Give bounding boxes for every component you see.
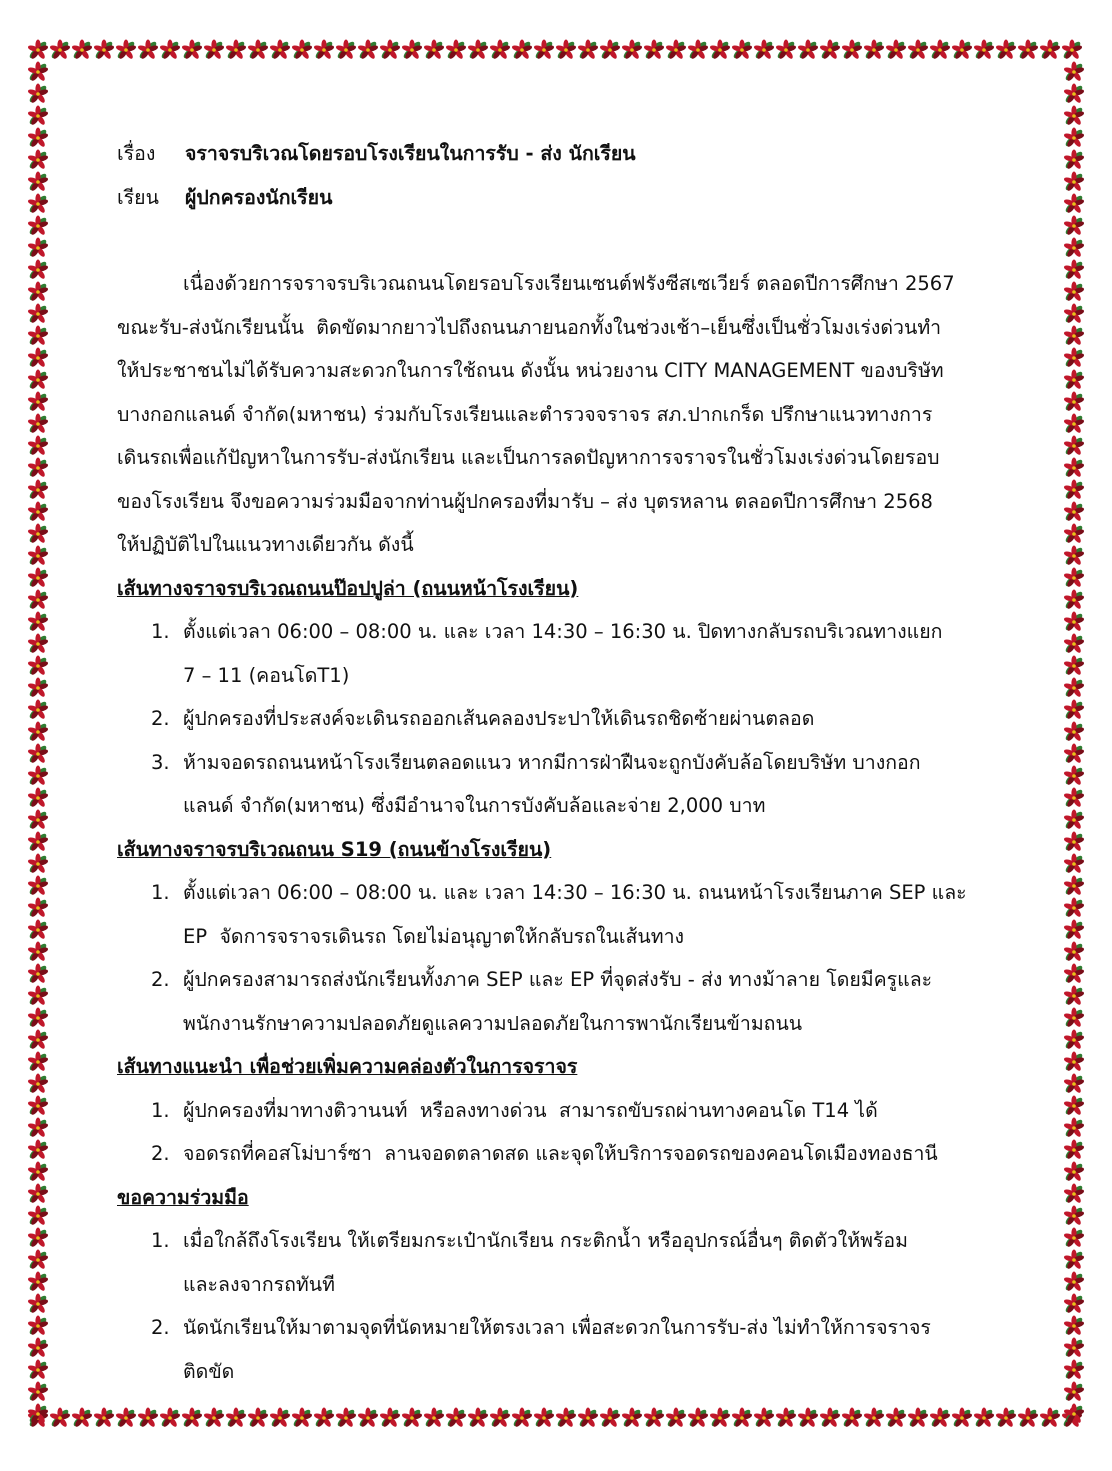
poinsettia-icon bbox=[929, 1408, 951, 1429]
poinsettia-icon bbox=[115, 40, 137, 61]
poinsettia-icon bbox=[291, 1408, 313, 1429]
section-title: เส้นทางจราจรบริเวณถนนป๊อปปูล่า (ถนนหน้าโรงเรียน) bbox=[117, 576, 579, 600]
poinsettia-icon bbox=[335, 40, 357, 61]
poinsettia-icon bbox=[269, 40, 291, 61]
poinsettia-icon bbox=[423, 40, 445, 61]
poinsettia-icon bbox=[1063, 150, 1085, 171]
poinsettia-icon bbox=[27, 1118, 49, 1139]
poinsettia-icon bbox=[27, 1250, 49, 1271]
poinsettia-icon bbox=[1063, 700, 1085, 721]
poinsettia-icon bbox=[27, 700, 49, 721]
poinsettia-icon bbox=[27, 1030, 49, 1051]
poinsettia-icon bbox=[27, 612, 49, 633]
poinsettia-icon bbox=[401, 1408, 423, 1429]
subject-label: เรื่อง bbox=[117, 142, 156, 165]
poinsettia-icon bbox=[1063, 1316, 1085, 1337]
poinsettia-icon bbox=[1063, 656, 1085, 677]
poinsettia-icon bbox=[159, 1408, 181, 1429]
poinsettia-icon bbox=[27, 986, 49, 1007]
poinsettia-icon bbox=[1063, 568, 1085, 589]
item-line: แลนด์ จำกัด(มหาชน) ซึ่งมีอำนาจในการบังคับล้อและจ่าย 2,000 บาท bbox=[183, 794, 766, 817]
section-list bbox=[117, 871, 997, 1045]
poinsettia-icon bbox=[753, 40, 775, 61]
poinsettia-icon bbox=[995, 1408, 1017, 1429]
section-title: เส้นทางแนะนำ เพื่อช่วยเพิ่มความคล่องตัวในการจราจร bbox=[117, 1055, 578, 1078]
list-item bbox=[117, 1219, 997, 1306]
poinsettia-icon bbox=[27, 480, 49, 501]
poinsettia-icon bbox=[907, 1408, 929, 1429]
poinsettia-icon bbox=[27, 370, 49, 391]
poinsettia-icon bbox=[1063, 260, 1085, 281]
poinsettia-icon bbox=[27, 832, 49, 853]
poinsettia-icon bbox=[687, 40, 709, 61]
poinsettia-icon bbox=[1063, 62, 1085, 83]
poinsettia-icon bbox=[49, 40, 71, 61]
item-number: 2. bbox=[151, 968, 170, 991]
poinsettia-icon bbox=[27, 1272, 49, 1293]
poinsettia-icon bbox=[1017, 1408, 1039, 1429]
poinsettia-icon bbox=[1063, 524, 1085, 545]
item-number: 2. bbox=[151, 1142, 170, 1165]
poinsettia-icon bbox=[1063, 1360, 1085, 1381]
poinsettia-icon bbox=[643, 40, 665, 61]
poinsettia-icon bbox=[1063, 854, 1085, 875]
poinsettia-icon bbox=[27, 436, 49, 457]
poinsettia-icon bbox=[27, 1008, 49, 1029]
poinsettia-icon bbox=[1063, 348, 1085, 369]
poinsettia-icon bbox=[27, 1052, 49, 1073]
poinsettia-icon bbox=[731, 1408, 753, 1429]
poinsettia-icon bbox=[225, 1408, 247, 1429]
poinsettia-icon bbox=[27, 1360, 49, 1381]
item-number: 1. bbox=[151, 881, 170, 904]
item-number: 1. bbox=[151, 620, 170, 643]
item-line: 7 – 11 (คอนโดT1) bbox=[183, 663, 350, 687]
poinsettia-icon bbox=[137, 1408, 159, 1429]
poinsettia-icon bbox=[445, 1408, 467, 1429]
poinsettia-icon bbox=[27, 106, 49, 127]
poinsettia-icon bbox=[753, 1408, 775, 1429]
poinsettia-icon bbox=[467, 40, 489, 61]
poinsettia-icon bbox=[797, 40, 819, 61]
intro-line: ของโรงเรียน จึงขอความร่วมมือจากท่านผู้ปกครองที่มารับ – ส่ง บุตรหลาน ตลอดปีการศึกษา 2568 bbox=[117, 489, 933, 513]
poinsettia-icon bbox=[621, 1408, 643, 1429]
poinsettia-icon bbox=[577, 1408, 599, 1429]
item-line: ผู้ปกครองสามารถส่งนักเรียนทั้งภาค SEP และ EP ที่จุดส่งรับ - ส่ง ทางม้าลาย โดยมีครูและ bbox=[183, 968, 933, 991]
poinsettia-icon bbox=[1063, 172, 1085, 193]
section bbox=[117, 1045, 997, 1176]
poinsettia-icon bbox=[1063, 678, 1085, 699]
list-item bbox=[117, 697, 997, 741]
poinsettia-icon bbox=[467, 1408, 489, 1429]
poinsettia-icon bbox=[1063, 216, 1085, 237]
poinsettia-icon bbox=[27, 1228, 49, 1249]
section bbox=[117, 567, 997, 828]
poinsettia-icon bbox=[137, 40, 159, 61]
poinsettia-icon bbox=[27, 876, 49, 897]
subject-row bbox=[117, 132, 997, 176]
poinsettia-icon bbox=[1039, 40, 1061, 61]
poinsettia-icon bbox=[973, 1408, 995, 1429]
poinsettia-icon bbox=[599, 1408, 621, 1429]
intro-paragraph bbox=[117, 262, 997, 567]
poinsettia-icon bbox=[181, 1408, 203, 1429]
poinsettia-icon bbox=[1063, 590, 1085, 611]
poinsettia-icon bbox=[1063, 920, 1085, 941]
poinsettia-icon bbox=[1063, 546, 1085, 567]
poinsettia-icon bbox=[379, 40, 401, 61]
poinsettia-icon bbox=[665, 40, 687, 61]
poinsettia-icon bbox=[27, 172, 49, 193]
poinsettia-icon bbox=[27, 898, 49, 919]
poinsettia-icon bbox=[27, 788, 49, 809]
poinsettia-icon bbox=[71, 1408, 93, 1429]
poinsettia-icon bbox=[313, 40, 335, 61]
poinsettia-icon bbox=[1063, 1074, 1085, 1095]
poinsettia-icon bbox=[1063, 766, 1085, 787]
poinsettia-icon bbox=[27, 942, 49, 963]
poinsettia-icon bbox=[1063, 1228, 1085, 1249]
poinsettia-icon bbox=[1063, 1206, 1085, 1227]
poinsettia-icon bbox=[27, 348, 49, 369]
poinsettia-icon bbox=[1063, 1140, 1085, 1161]
intro-line: ให้ประชาชนไม่ได้รับความสะดวกในการใช้ถนน ดังนั้น หน่วยงาน CITY MANAGEMENT ของบริษัท bbox=[117, 359, 944, 382]
poinsettia-icon bbox=[885, 40, 907, 61]
item-number: 1. bbox=[151, 1229, 170, 1252]
poinsettia-icon bbox=[1017, 40, 1039, 61]
poinsettia-icon bbox=[27, 238, 49, 259]
poinsettia-icon bbox=[709, 1408, 731, 1429]
poinsettia-icon bbox=[1063, 1294, 1085, 1315]
poinsettia-icon bbox=[1063, 370, 1085, 391]
item-line: จอดรถที่คอสโม่บาร์ซา ลานจอดตลาดสด และจุดให้บริการจอดรถของคอนโดเมืองทองธานี bbox=[183, 1142, 938, 1165]
sections bbox=[117, 567, 997, 1394]
poinsettia-icon bbox=[27, 304, 49, 325]
poinsettia-icon bbox=[951, 1408, 973, 1429]
section-list bbox=[117, 1219, 997, 1393]
poinsettia-icon bbox=[291, 40, 313, 61]
poinsettia-icon bbox=[1063, 1382, 1085, 1403]
poinsettia-icon bbox=[27, 722, 49, 743]
poinsettia-icon bbox=[27, 62, 49, 83]
poinsettia-icon bbox=[27, 150, 49, 171]
poinsettia-icon bbox=[27, 502, 49, 523]
list-item bbox=[117, 958, 997, 1045]
poinsettia-icon bbox=[1063, 458, 1085, 479]
poinsettia-icon bbox=[49, 1408, 71, 1429]
poinsettia-icon bbox=[1063, 414, 1085, 435]
poinsettia-icon bbox=[1063, 1162, 1085, 1183]
poinsettia-icon bbox=[27, 1184, 49, 1205]
poinsettia-icon bbox=[863, 1408, 885, 1429]
poinsettia-icon bbox=[357, 1408, 379, 1429]
item-number: 3. bbox=[151, 750, 170, 774]
poinsettia-icon bbox=[27, 414, 49, 435]
poinsettia-icon bbox=[203, 40, 225, 61]
poinsettia-icon bbox=[27, 1294, 49, 1315]
poinsettia-icon bbox=[247, 40, 269, 61]
section-title: เส้นทางจราจรบริเวณถนน S19 (ถนนข้างโรงเรียน) bbox=[117, 837, 552, 861]
poinsettia-icon bbox=[401, 40, 423, 61]
poinsettia-icon bbox=[1063, 84, 1085, 105]
poinsettia-icon bbox=[819, 1408, 841, 1429]
poinsettia-icon bbox=[27, 392, 49, 413]
poinsettia-icon bbox=[1063, 392, 1085, 413]
poinsettia-icon bbox=[181, 40, 203, 61]
poinsettia-icon bbox=[27, 84, 49, 105]
intro-line: บางกอกแลนด์ จำกัด(มหาชน) ร่วมกับโรงเรียนและตำรวจจราจร สภ.ปากเกร็ด ปรึกษาแนวทางการ bbox=[117, 402, 933, 426]
item-line: EP จัดการจราจรเดินรถ โดยไม่อนุญาตให้กลับรถในเส้นทาง bbox=[183, 924, 685, 948]
poinsettia-icon bbox=[27, 194, 49, 215]
poinsettia-icon bbox=[1063, 1250, 1085, 1271]
poinsettia-icon bbox=[27, 766, 49, 787]
poinsettia-icon bbox=[27, 920, 49, 941]
poinsettia-icon bbox=[555, 40, 577, 61]
poinsettia-icon bbox=[841, 1408, 863, 1429]
poinsettia-icon bbox=[929, 40, 951, 61]
poinsettia-icon bbox=[357, 40, 379, 61]
poinsettia-icon bbox=[1063, 1096, 1085, 1117]
poinsettia-icon bbox=[269, 1408, 291, 1429]
poinsettia-icon bbox=[533, 40, 555, 61]
poinsettia-icon bbox=[1063, 502, 1085, 523]
list-item bbox=[117, 610, 997, 697]
poinsettia-icon bbox=[27, 260, 49, 281]
poinsettia-icon bbox=[27, 656, 49, 677]
poinsettia-icon bbox=[1063, 612, 1085, 633]
poinsettia-icon bbox=[1063, 744, 1085, 765]
poinsettia-icon bbox=[533, 1408, 555, 1429]
recipient-text: ผู้ปกครองนักเรียน bbox=[185, 185, 333, 209]
item-line: ติดขัด bbox=[183, 1359, 235, 1383]
poinsettia-icon bbox=[511, 1408, 533, 1429]
list-item bbox=[117, 871, 997, 958]
poinsettia-icon bbox=[27, 1206, 49, 1227]
intro-line: เนื่องด้วยการจราจรบริเวณถนนโดยรอบโรงเรียนเซนต์ฟรังซีสเซเวียร์ ตลอดปีการศึกษา 2567 bbox=[183, 272, 955, 295]
item-number: 2. bbox=[151, 707, 170, 730]
poinsettia-icon bbox=[555, 1408, 577, 1429]
poinsettia-icon bbox=[995, 40, 1017, 61]
list-item bbox=[117, 1132, 997, 1176]
poinsettia-icon bbox=[225, 40, 247, 61]
section bbox=[117, 1176, 997, 1394]
recipient-label: เรียน bbox=[117, 185, 159, 209]
poinsettia-icon bbox=[841, 40, 863, 61]
section bbox=[117, 828, 997, 1046]
poinsettia-icon bbox=[27, 1140, 49, 1161]
poinsettia-icon bbox=[1063, 1118, 1085, 1139]
poinsettia-icon bbox=[731, 40, 753, 61]
item-line: ผู้ปกครองที่มาทางติวานนท์ หรือลงทางด่วน สามารถขับรถผ่านทางคอนโด T14 ได้ bbox=[183, 1098, 878, 1122]
poinsettia-icon bbox=[93, 1408, 115, 1429]
poinsettia-icon bbox=[423, 1408, 445, 1429]
poinsettia-icon bbox=[1063, 1030, 1085, 1051]
poinsettia-icon bbox=[885, 1408, 907, 1429]
poinsettia-icon bbox=[1063, 634, 1085, 655]
poinsettia-icon bbox=[27, 1162, 49, 1183]
poinsettia-icon bbox=[27, 40, 49, 61]
poinsettia-icon bbox=[951, 40, 973, 61]
poinsettia-icon bbox=[1063, 942, 1085, 963]
poinsettia-icon bbox=[511, 40, 533, 61]
poinsettia-icon bbox=[1063, 832, 1085, 853]
poinsettia-icon bbox=[1063, 194, 1085, 215]
poinsettia-icon bbox=[27, 590, 49, 611]
poinsettia-icon bbox=[27, 1096, 49, 1117]
poinsettia-icon bbox=[621, 40, 643, 61]
poinsettia-icon bbox=[709, 40, 731, 61]
poinsettia-icon bbox=[27, 216, 49, 237]
poinsettia-icon bbox=[1063, 1338, 1085, 1359]
poinsettia-icon bbox=[1061, 40, 1083, 61]
subject-text: จราจรบริเวณโดยรอบโรงเรียนในการรับ - ส่ง นักเรียน bbox=[185, 142, 636, 165]
poinsettia-icon bbox=[907, 40, 929, 61]
poinsettia-icon bbox=[819, 40, 841, 61]
intro-line: เดินรถเพื่อแก้ปัญหาในการรับ-ส่งนักเรียน และเป็นการลดปัญหาการจราจรในชั่วโมงเร่งด่วนโดยรอบ bbox=[117, 446, 940, 469]
poinsettia-icon bbox=[27, 1074, 49, 1095]
poinsettia-icon bbox=[1063, 986, 1085, 1007]
poinsettia-icon bbox=[1063, 106, 1085, 127]
poinsettia-icon bbox=[1063, 964, 1085, 985]
poinsettia-icon bbox=[27, 568, 49, 589]
poinsettia-icon bbox=[247, 1408, 269, 1429]
poinsettia-icon bbox=[1063, 1184, 1085, 1205]
list-item bbox=[117, 741, 997, 828]
list-item bbox=[117, 1089, 997, 1133]
poinsettia-icon bbox=[27, 678, 49, 699]
poinsettia-icon bbox=[27, 810, 49, 831]
poinsettia-icon bbox=[27, 964, 49, 985]
item-number: 2. bbox=[151, 1316, 170, 1339]
poinsettia-icon bbox=[797, 1408, 819, 1429]
item-line: เมื่อใกล้ถึงโรงเรียน ให้เตรียมกระเป๋านักเรียน กระติกน้ำ หรืออุปกรณ์อื่นๆ ติดตัวให้พร้อม bbox=[183, 1229, 908, 1252]
poinsettia-icon bbox=[1063, 282, 1085, 303]
poinsettia-icon bbox=[27, 744, 49, 765]
poinsettia-icon bbox=[1063, 722, 1085, 743]
poinsettia-icon bbox=[335, 1408, 357, 1429]
poinsettia-icon bbox=[1063, 1008, 1085, 1029]
poinsettia-icon bbox=[1063, 128, 1085, 149]
item-line: และลงจากรถทันที bbox=[183, 1272, 335, 1296]
item-number: 1. bbox=[151, 1098, 170, 1122]
poinsettia-icon bbox=[1063, 304, 1085, 325]
poinsettia-icon bbox=[489, 40, 511, 61]
item-line: นัดนักเรียนให้มาตามจุดที่นัดหมายให้ตรงเวลา เพื่อสะดวกในการรับ-ส่ง ไม่ทำให้การจราจร bbox=[183, 1316, 931, 1339]
intro-line: ขณะรับ-ส่งนักเรียนนั้น ติดขัดมากยาวไปถึงถนนภายนอกทั้งในช่วงเช้า–เย็นซึ่งเป็นชั่วโมงเร่งด่วนทำ bbox=[117, 315, 942, 339]
poinsettia-icon bbox=[27, 546, 49, 567]
item-line: ตั้งแต่เวลา 06:00 – 08:00 น. และ เวลา 14:30 – 16:30 น. ปิดทางกลับรถบริเวณทางแยก bbox=[183, 620, 943, 643]
poinsettia-icon bbox=[665, 1408, 687, 1429]
poinsettia-icon bbox=[1063, 1272, 1085, 1293]
section-title: ขอความร่วมมือ bbox=[117, 1185, 249, 1209]
poinsettia-icon bbox=[1063, 1052, 1085, 1073]
poinsettia-icon bbox=[27, 128, 49, 149]
poinsettia-icon bbox=[1063, 876, 1085, 897]
poinsettia-icon bbox=[687, 1408, 709, 1429]
recipient-row bbox=[117, 176, 997, 220]
poinsettia-icon bbox=[863, 40, 885, 61]
poinsettia-icon bbox=[1063, 326, 1085, 347]
poinsettia-icon bbox=[313, 1408, 335, 1429]
poinsettia-icon bbox=[71, 40, 93, 61]
poinsettia-icon bbox=[1039, 1408, 1061, 1429]
poinsettia-icon bbox=[27, 326, 49, 347]
poinsettia-icon bbox=[489, 1408, 511, 1429]
poinsettia-icon bbox=[27, 524, 49, 545]
poinsettia-icon bbox=[445, 40, 467, 61]
poinsettia-icon bbox=[1063, 788, 1085, 809]
poinsettia-icon bbox=[599, 40, 621, 61]
poinsettia-icon bbox=[27, 634, 49, 655]
poinsettia-icon bbox=[643, 1408, 665, 1429]
item-line: ห้ามจอดรถถนนหน้าโรงเรียนตลอดแนว หากมีการฝ่าฝืนจะถูกบังคับล้อโดยบริษัท บางกอก bbox=[183, 750, 921, 774]
item-line: ตั้งแต่เวลา 06:00 – 08:00 น. และ เวลา 14:30 – 16:30 น. ถนนหน้าโรงเรียนภาค SEP และ bbox=[183, 881, 967, 904]
item-line: พนักงานรักษาความปลอดภัยดูแลความปลอดภัยในการพานักเรียนข้ามถนน bbox=[183, 1011, 803, 1035]
item-line: ผู้ปกครองที่ประสงค์จะเดินรถออกเส้นคลองประปาให้เดินรถชิดซ้ายผ่านตลอด bbox=[183, 707, 815, 730]
poinsettia-icon bbox=[1063, 238, 1085, 259]
poinsettia-icon bbox=[27, 1338, 49, 1359]
poinsettia-icon bbox=[1063, 480, 1085, 501]
section-list bbox=[117, 610, 997, 828]
poinsettia-icon bbox=[27, 854, 49, 875]
poinsettia-icon bbox=[577, 40, 599, 61]
intro-line: ให้ปฏิบัติไปในแนวทางเดียวกัน ดังนี้ bbox=[117, 533, 414, 556]
poinsettia-icon bbox=[159, 40, 181, 61]
poinsettia-icon bbox=[27, 282, 49, 303]
list-item bbox=[117, 1306, 997, 1393]
poinsettia-icon bbox=[775, 1408, 797, 1429]
poinsettia-icon bbox=[93, 40, 115, 61]
poinsettia-icon bbox=[1063, 810, 1085, 831]
poinsettia-icon bbox=[27, 1316, 49, 1337]
letter-content bbox=[117, 132, 997, 1393]
poinsettia-icon bbox=[1063, 436, 1085, 457]
poinsettia-icon bbox=[115, 1408, 137, 1429]
poinsettia-icon bbox=[973, 40, 995, 61]
poinsettia-icon bbox=[27, 458, 49, 479]
poinsettia-icon bbox=[27, 1382, 49, 1403]
poinsettia-icon bbox=[203, 1408, 225, 1429]
section-list bbox=[117, 1089, 997, 1176]
poinsettia-icon bbox=[379, 1408, 401, 1429]
poinsettia-icon bbox=[1063, 898, 1085, 919]
poinsettia-icon bbox=[775, 40, 797, 61]
